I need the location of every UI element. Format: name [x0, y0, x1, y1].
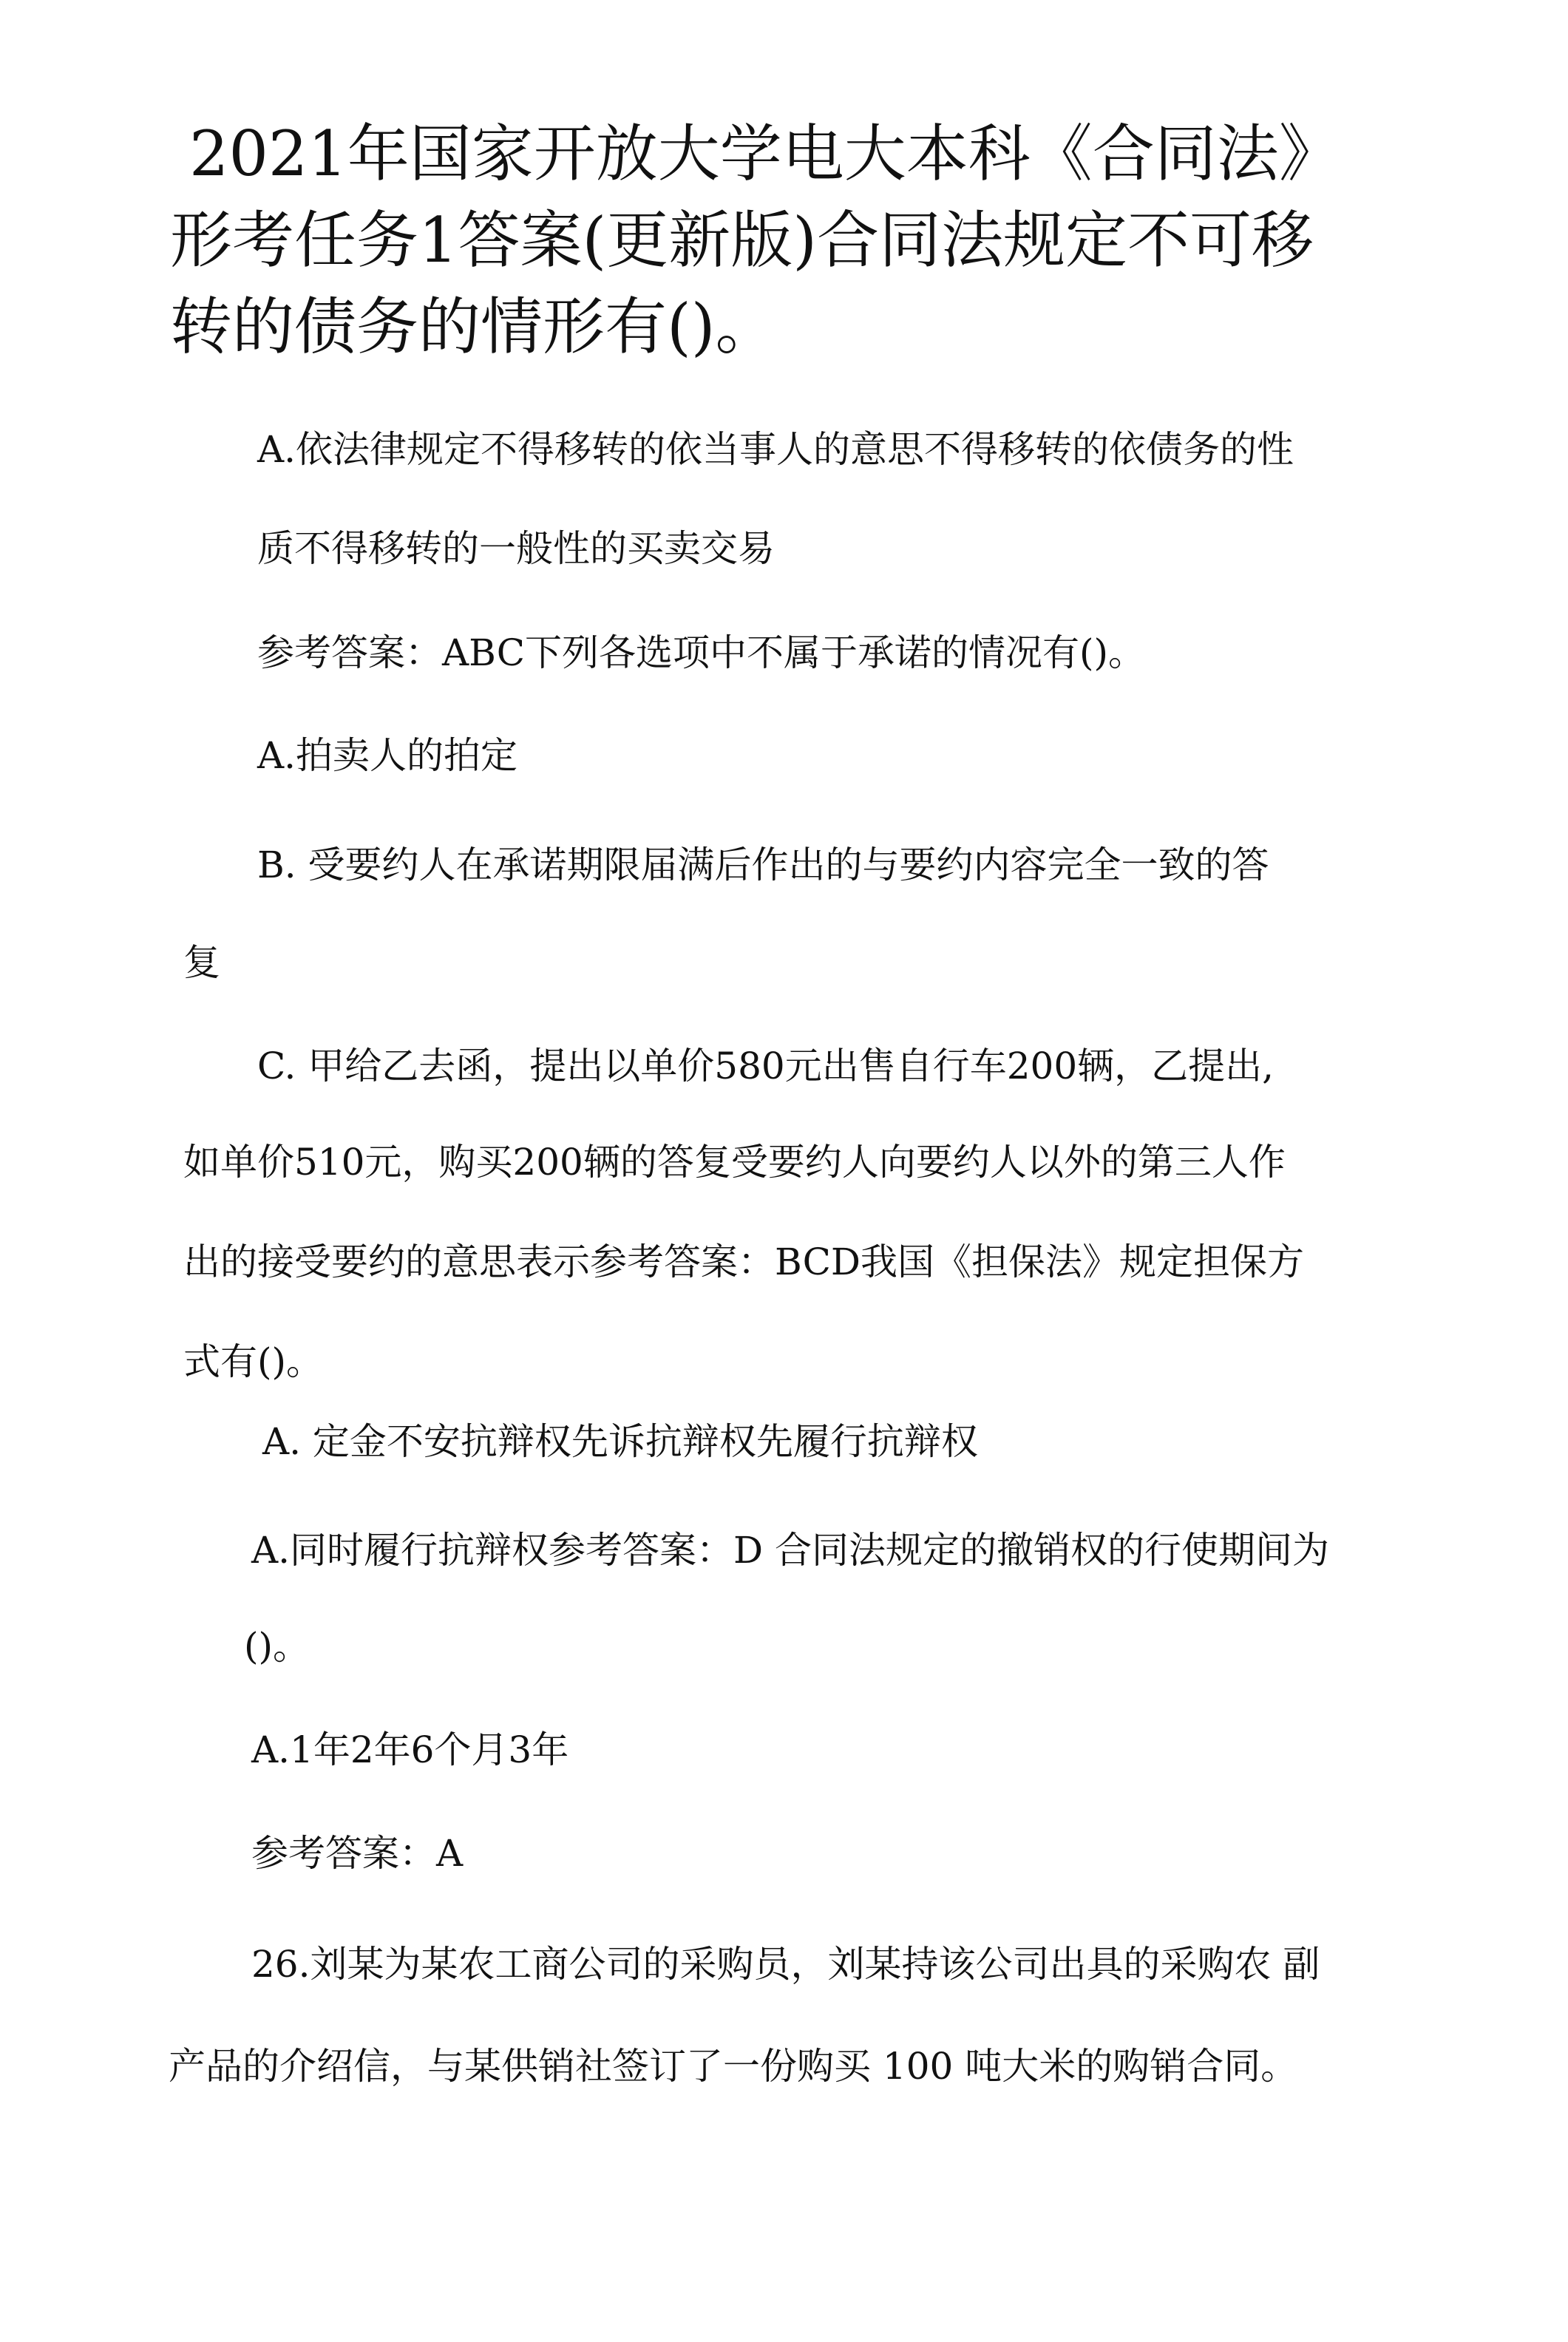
option-a-line-2: 质不得移转的一般性的买卖交易 — [257, 527, 775, 570]
continuation-line: 如单价510元，购买200辆的答复受要约人向要约人以外的第三人作 — [183, 1141, 1286, 1184]
option-line: A. 定金不安抗辩权先诉抗辩权先履行抗辩权 — [262, 1420, 978, 1463]
document-title — [170, 111, 1412, 370]
continuation-line: 复 — [183, 941, 220, 984]
title-line: 2021年国家开放大学电大本科《合同法》 — [189, 118, 1341, 190]
title-line: 转的债务的情形有()。 — [170, 291, 778, 363]
continuation-line: 式有()。 — [183, 1340, 324, 1383]
continuation-line: 出的接受要约的意思表示参考答案：BCD我国《担保法》规定担保方 — [183, 1240, 1305, 1283]
question-line: 26.刘某为某农工商公司的采购员，刘某持该公司出具的采购农 副 — [251, 1943, 1320, 1986]
reference-answer-line: A.同时履行抗辩权参考答案：D 合同法规定的撤销权的行使期间为 — [251, 1529, 1329, 1572]
option-a-line-1: A.依法律规定不得移转的依当事人的意思不得移转的依债务的性 — [257, 428, 1294, 471]
option-line: B. 受要约人在承诺期限届满后作出的与要约内容完全一致的答 — [257, 844, 1269, 886]
title-line: 形考任务1答案(更新版)合同法规定不可移 — [170, 204, 1314, 276]
reference-answer-line: 参考答案：ABC下列各选项中不属于承诺的情况有()。 — [257, 631, 1146, 674]
continuation-line: 产品的介绍信，与某供销社签订了一份购买 100 吨大米的购销合同。 — [169, 2045, 1298, 2088]
reference-answer-line: 参考答案：A — [251, 1832, 464, 1875]
option-line: A.1年2年6个月3年 — [251, 1728, 569, 1771]
option-line: C. 甲给乙去函，提出以单价580元出售自行车200辆，乙提出, — [257, 1045, 1275, 1087]
continuation-line: ()。 — [244, 1625, 310, 1668]
option-line: A.拍卖人的拍定 — [257, 734, 518, 777]
